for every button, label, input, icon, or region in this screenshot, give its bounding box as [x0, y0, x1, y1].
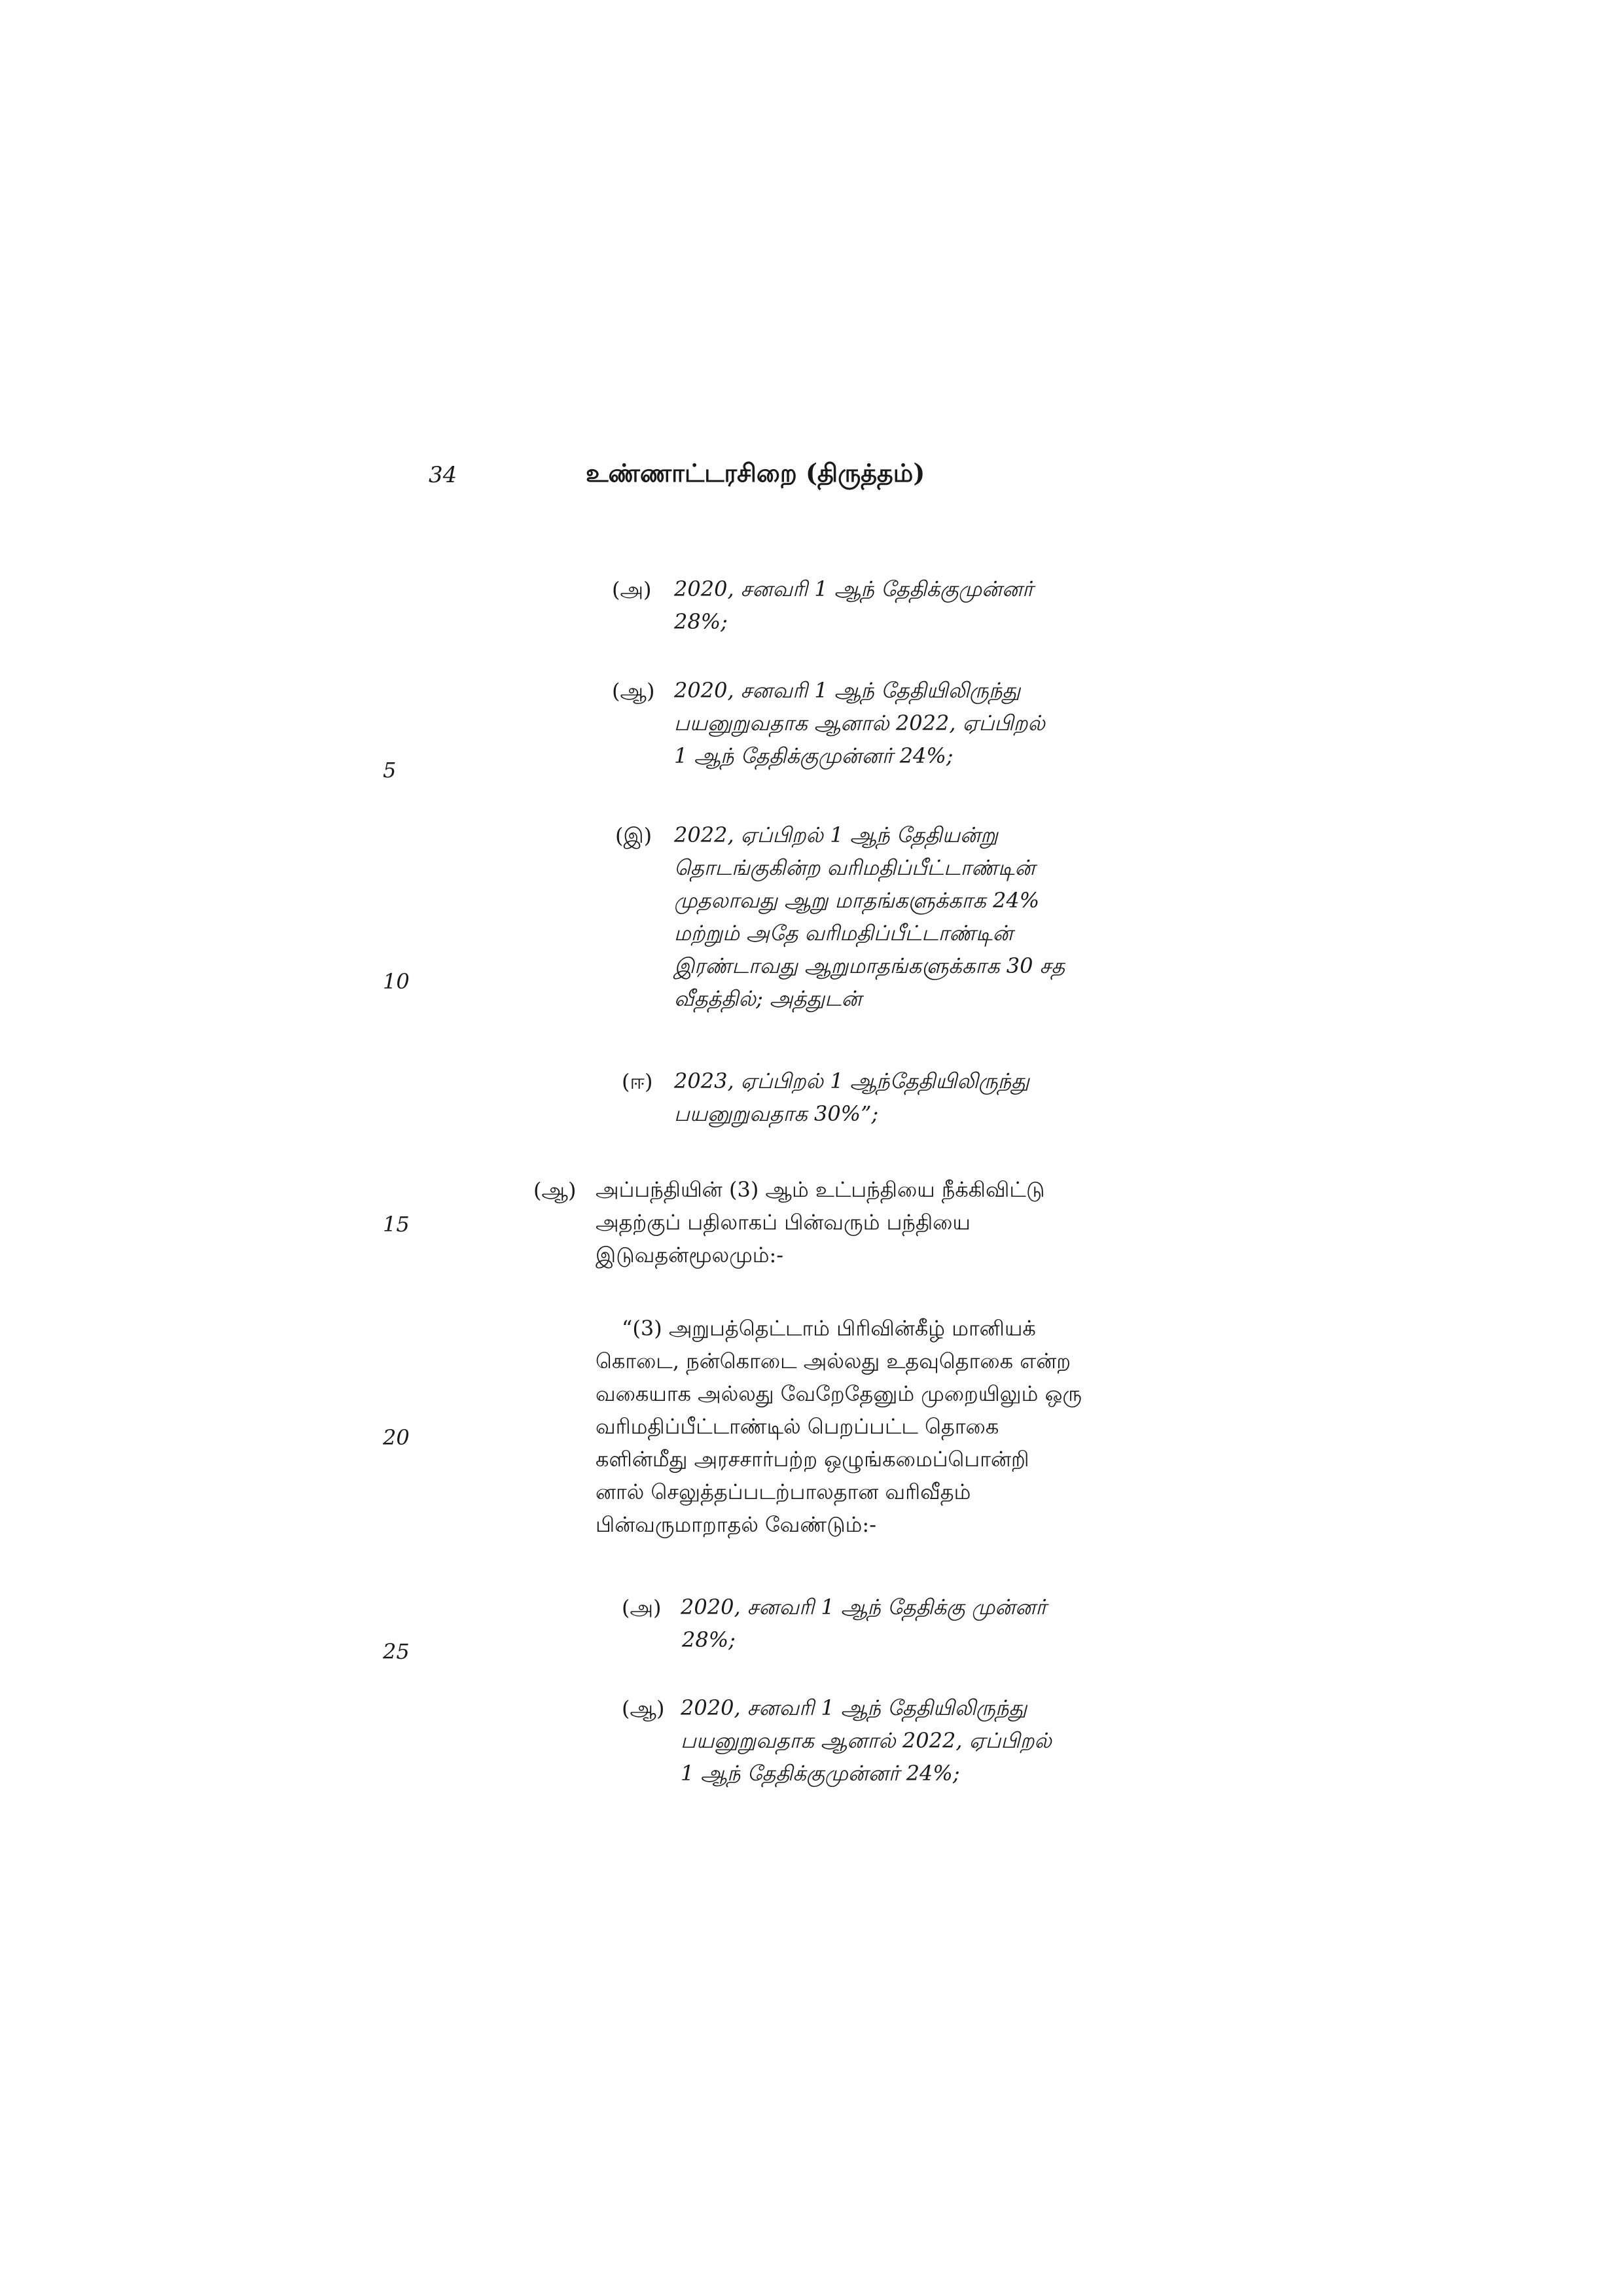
line-number-5: 5	[383, 758, 397, 783]
text-line: இடுவதன்மூலமும்:-	[596, 1243, 784, 1267]
text-line: களின்மீது அரசசார்பற்ற ஒழுங்கமைப்பொன்றி	[596, 1447, 1029, 1472]
sub-clause	[674, 819, 1086, 1015]
text-line: 2020, சனவரி 1 ஆந் தேதிக்குமுன்னர்	[674, 576, 1033, 601]
clause-text	[596, 1173, 1086, 1271]
text-line: பயனுறுவதாக ஆனால் 2022, ஏப்பிறல்	[674, 711, 1045, 735]
clause-label: (அ)	[622, 1595, 662, 1620]
sub-clause	[674, 573, 1086, 638]
quoted-paragraph	[596, 1312, 1086, 1541]
page-title: உண்ணாட்டரசிறை (திருத்தம்)	[586, 458, 925, 487]
text-line: 28%;	[674, 609, 728, 634]
text-line: அதற்குப் பதிலாகப் பின்வரும் பந்தியை	[596, 1210, 971, 1235]
text-line: பயனுறுவதாக 30%”;	[674, 1101, 879, 1126]
clause-label: (அ)	[612, 577, 652, 602]
sub-clause	[681, 1691, 1086, 1790]
line-number-10: 10	[383, 969, 410, 994]
text-line: அப்பந்தியின் (3) ஆம் உட்பந்தியை நீக்கிவிட்டு	[596, 1177, 1045, 1202]
text-line: இரண்டாவது ஆறுமாதங்களுக்காக 30 சத	[674, 953, 1065, 978]
sub-clause	[681, 1591, 1086, 1656]
text-line: னால் செலுத்தப்படற்பாலதான வரிவீதம்	[596, 1479, 971, 1504]
text-line: 28%;	[682, 1627, 736, 1652]
text-line: 2022, ஏப்பிறல் 1 ஆந் தேதியன்று	[674, 822, 998, 847]
text-line: வரிமதிப்பீட்டாண்டில் பெறப்பட்ட தொகை	[596, 1414, 999, 1439]
text-line: தொடங்குகின்ற வரிமதிப்பீட்டாண்டின்	[674, 855, 1035, 880]
text-line: 2020, சனவரி 1 ஆந் தேதியிலிருந்து	[681, 1695, 1027, 1720]
clause-label: (ஆ)	[622, 1696, 665, 1721]
text-line: 1 ஆந் தேதிக்குமுன்னர் 24%;	[681, 1761, 960, 1786]
sub-clause	[674, 1065, 1086, 1130]
line-number-15: 15	[383, 1212, 410, 1237]
page-number: 34	[429, 462, 457, 488]
clause-label: (ஆ)	[612, 679, 655, 703]
line-number-25: 25	[383, 1639, 410, 1664]
text-line: வீதத்தில்; அத்துடன்	[674, 986, 862, 1011]
text-line: மற்றும் அதே வரிமதிப்பீட்டாண்டின்	[674, 921, 1013, 945]
clause-label: (ஆ)	[533, 1178, 577, 1203]
text-line: 1 ஆந் தேதிக்குமுன்னர் 24%;	[674, 743, 954, 768]
clause-label: (இ)	[615, 823, 652, 848]
line-number-20: 20	[383, 1425, 410, 1450]
text-line: முதலாவது ஆறு மாதங்களுக்காக 24%	[674, 888, 1040, 913]
text-line: “(3) அறுபத்தெட்டாம் பிரிவின்கீழ் மானியக்	[622, 1316, 1036, 1341]
text-line: 2020, சனவரி 1 ஆந் தேதிக்கு முன்னர்	[681, 1595, 1047, 1619]
text-line: வகையாக அல்லது வேறேதேனும் முறையிலும் ஒரு	[596, 1381, 1082, 1406]
text-line: கொடை, நன்கொடை அல்லது உதவுதொகை என்ற	[596, 1349, 1071, 1373]
text-line: பின்வருமாறாதல் வேண்டும்:-	[596, 1512, 877, 1537]
clause-label: (ஈ)	[622, 1069, 653, 1094]
sub-clause	[674, 674, 1086, 772]
text-line: 2020, சனவரி 1 ஆந் தேதியிலிருந்து	[674, 678, 1021, 703]
text-line: பயனுறுவதாக ஆனால் 2022, ஏப்பிறல்	[681, 1728, 1052, 1753]
text-line: 2023, ஏப்பிறல் 1 ஆந்தேதியிலிருந்து	[674, 1069, 1029, 1093]
